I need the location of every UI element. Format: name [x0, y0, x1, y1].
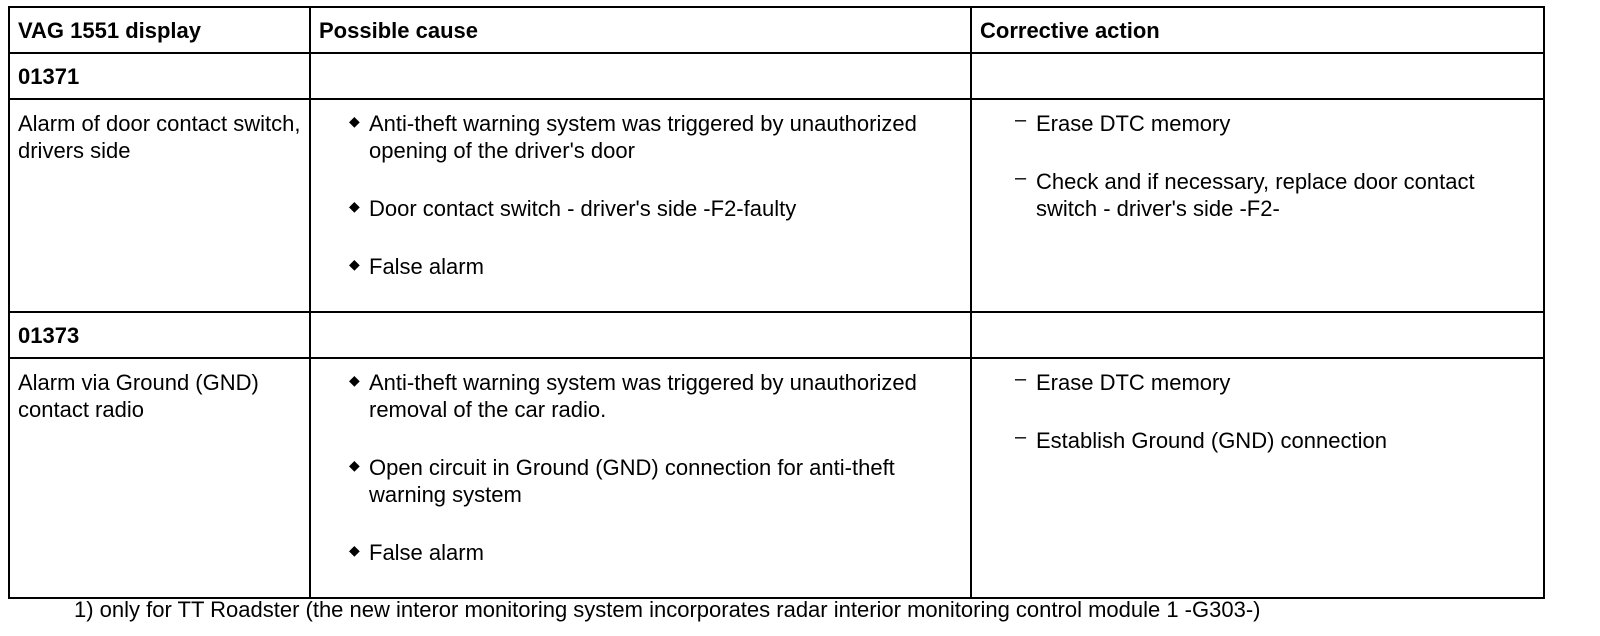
possible-cause-cell [310, 99, 971, 312]
dash-icon: – [1015, 368, 1027, 390]
code-row-01373 [9, 312, 1544, 358]
dtc-code: 01371 [9, 53, 310, 99]
action-item: – Check and if necessary, replace door contact switch - driver's side -F2- [1015, 167, 1475, 221]
header-vag-display: VAG 1551 display [9, 7, 310, 53]
cause-item: ◆ Anti-theft warning system was triggered by unauthorized opening of the driver's door [369, 110, 962, 164]
action-item: – Erase DTC memory [1015, 368, 1231, 395]
header-possible-cause: Possible cause [310, 7, 971, 53]
header-row [9, 7, 1544, 53]
detail-row-01371 [9, 99, 1544, 312]
empty-cell [310, 312, 971, 358]
dash-icon: – [1015, 426, 1027, 448]
dash-icon: – [1015, 167, 1027, 189]
possible-cause-cell [310, 358, 971, 598]
bullet-icon: ◆ [349, 372, 360, 388]
dtc-description: Alarm via Ground (GND) contact radio [9, 358, 310, 598]
cause-item: ◆ Anti-theft warning system was triggered by unauthorized removal of the car radio. [369, 369, 962, 423]
bullet-icon: ◆ [349, 198, 360, 214]
action-item: – Establish Ground (GND) connection [1015, 426, 1387, 453]
bullet-icon: ◆ [349, 457, 360, 473]
dtc-code: 01373 [9, 312, 310, 358]
cause-item: ◆ False alarm [369, 253, 962, 280]
bullet-icon: ◆ [349, 113, 360, 129]
corrective-action-cell [971, 358, 1544, 598]
empty-cell [310, 53, 971, 99]
cause-list [349, 369, 962, 566]
cause-list [349, 110, 962, 280]
dash-icon: – [1015, 109, 1027, 131]
bullet-icon: ◆ [349, 542, 360, 558]
action-list [1015, 109, 1535, 222]
corrective-action-cell [971, 99, 1544, 312]
cause-item: ◆ Open circuit in Ground (GND) connection for anti-theft warning system [369, 454, 962, 508]
bullet-icon: ◆ [349, 256, 360, 272]
action-item: – Erase DTC memory [1015, 109, 1231, 136]
cause-item: ◆ False alarm [369, 539, 962, 566]
header-corrective-action: Corrective action [971, 7, 1544, 53]
empty-cell [971, 312, 1544, 358]
empty-cell [971, 53, 1544, 99]
code-row-01371 [9, 53, 1544, 99]
dtc-table [8, 6, 1545, 599]
cause-item: ◆ Door contact switch - driver's side -F2-faulty [369, 195, 962, 222]
detail-row-01373 [9, 358, 1544, 598]
dtc-description: Alarm of door contact switch, drivers side [9, 99, 310, 312]
action-list [1015, 368, 1535, 454]
footnote: 1) only for TT Roadster (the new interor monitoring system incorporates radar interior monitoring control module 1 -G303-) [74, 597, 1261, 622]
